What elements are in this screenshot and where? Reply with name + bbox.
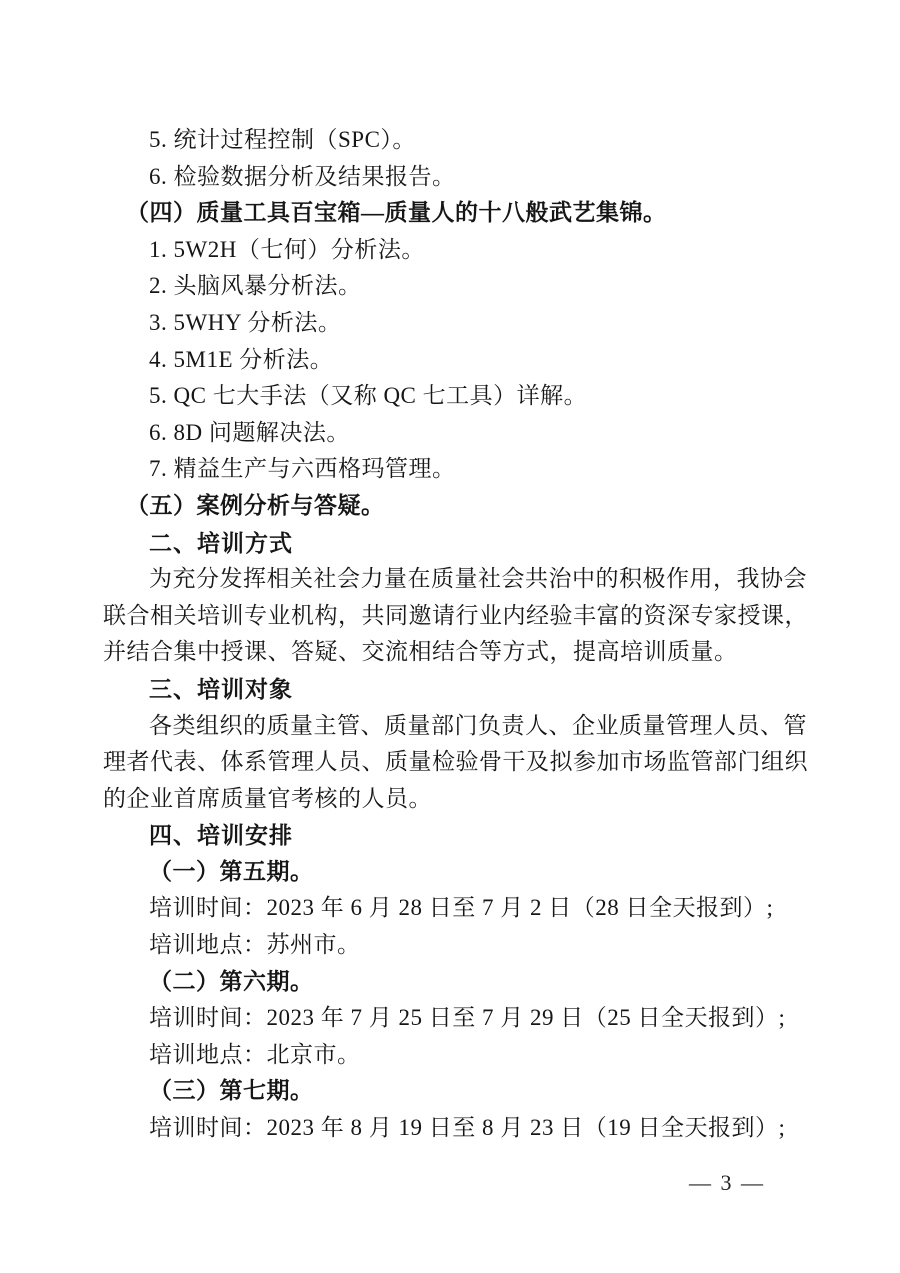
doc-line: （三）第七期。 — [149, 1078, 314, 1104]
doc-line: 二、培训方式 — [149, 529, 293, 556]
doc-line: （一）第五期。 — [149, 858, 314, 884]
doc-line: 联合相关培训专业机构，共同邀请行业内经验丰富的资深专家授课， — [103, 602, 808, 628]
doc-line: 培训时间：2023 年 8 月 19 日至 8 月 23 日（19 日全天报到）; — [149, 1115, 786, 1141]
document-body — [103, 122, 808, 1147]
doc-line: 5. QC 七大手法（又称 QC 七工具）详解。 — [149, 383, 588, 409]
doc-line: 培训地点：北京市。 — [149, 1041, 361, 1067]
doc-line: 6. 检验数据分析及结果报告。 — [149, 163, 456, 189]
doc-line: 5. 统计过程控制（SPC）。 — [149, 127, 416, 152]
doc-line: 为充分发挥相关社会力量在质量社会共治中的积极作用，我协会 — [149, 566, 807, 592]
doc-line: （五）案例分析与答疑。 — [126, 492, 385, 518]
doc-line: 并结合集中授课、答疑、交流相结合等方式，提高培训质量。 — [103, 639, 738, 665]
doc-line: 培训地点：苏州市。 — [149, 932, 361, 958]
doc-line: （二）第六期。 — [149, 968, 314, 994]
doc-line: 7. 精益生产与六西格玛管理。 — [149, 456, 456, 482]
doc-line: 培训时间：2023 年 7 月 25 日至 7 月 29 日（25 日全天报到）; — [149, 1005, 786, 1031]
doc-line: 理者代表、体系管理人员、质量检验骨干及拟参加市场监管部门组织 — [103, 749, 808, 775]
doc-line: 三、培训对象 — [149, 675, 293, 702]
doc-line: 1. 5W2H（七何）分析法。 — [149, 236, 425, 262]
doc-line: 2. 头脑风暴分析法。 — [149, 273, 362, 299]
doc-line: 6. 8D 问题解决法。 — [149, 419, 350, 445]
page-number: — 3 — — [689, 1170, 765, 1195]
doc-line: 3. 5WHY 分析法。 — [149, 309, 342, 335]
doc-line: （四）质量工具百宝箱—质量人的十八般武艺集锦。 — [126, 200, 667, 226]
doc-line: 各类组织的质量主管、质量部门负责人、企业质量管理人员、管 — [149, 712, 807, 738]
doc-line: 4. 5M1E 分析法。 — [149, 346, 334, 372]
doc-line: 四、培训安排 — [149, 822, 293, 849]
doc-line: 培训时间：2023 年 6 月 28 日至 7 月 2 日（28 日全天报到）; — [149, 895, 774, 921]
doc-line: 的企业首席质量官考核的人员。 — [103, 785, 432, 811]
